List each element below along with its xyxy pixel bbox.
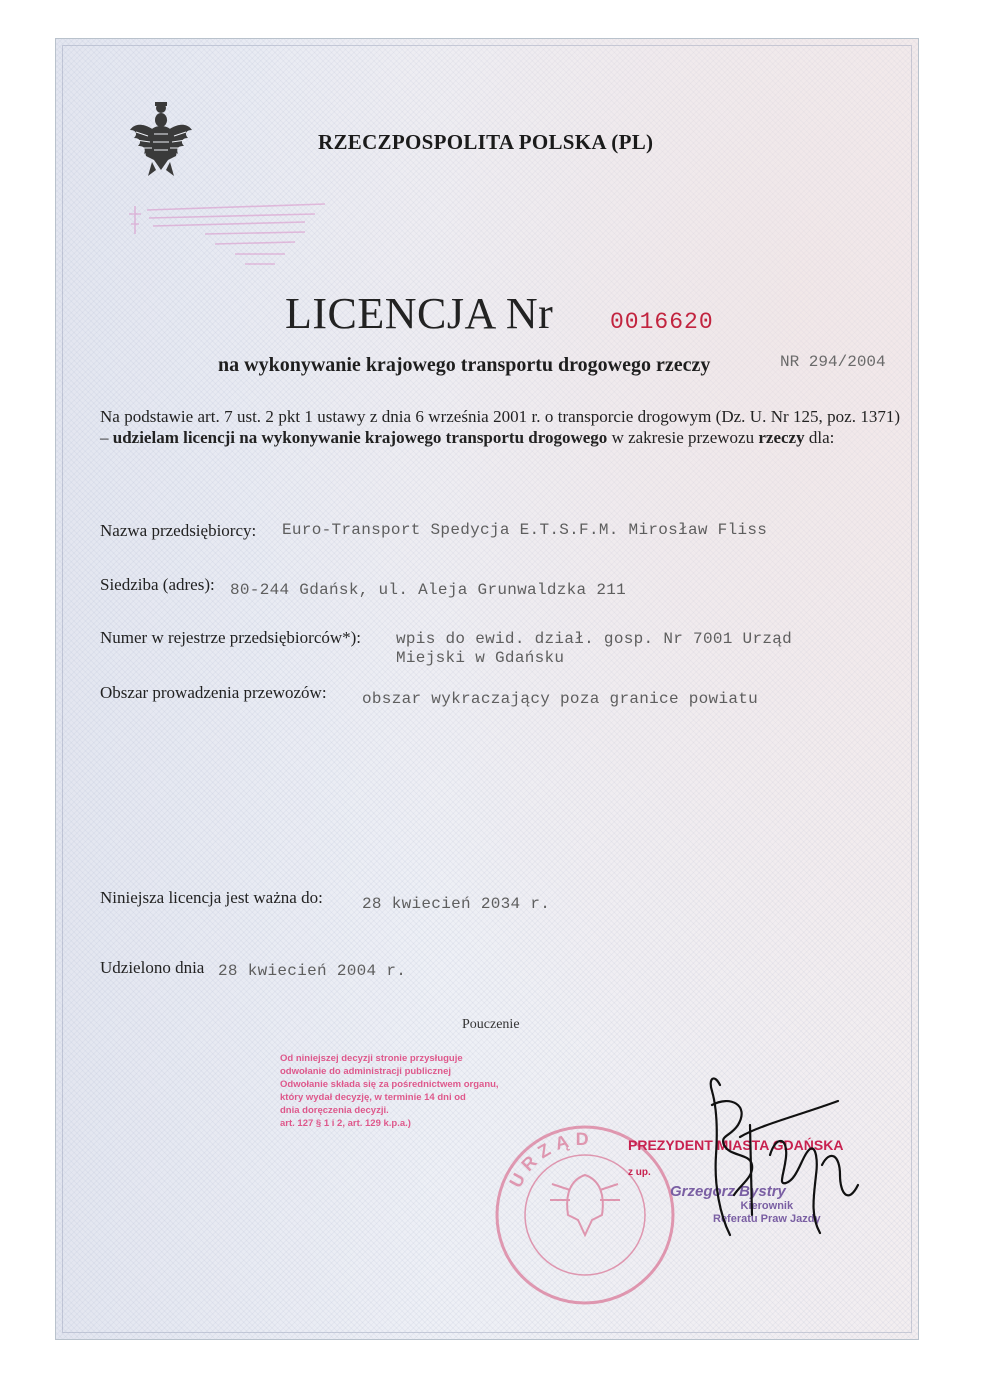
handwritten-signature xyxy=(690,1065,870,1255)
registry-value-line1: wpis do ewid. dział. gosp. Nr 7001 Urząd xyxy=(396,630,793,648)
address-value: 80-244 Gdańsk, ul. Aleja Grunwaldzka 211 xyxy=(230,581,627,599)
country-heading: RZECZPOSPOLITA POLSKA (PL) xyxy=(318,130,654,154)
appeal-notice-line: Odwołanie składa się za pośrednictwem organu, xyxy=(280,1079,499,1090)
signer-role-line: Kierownik xyxy=(740,1200,794,1212)
legal-text: Na podstawie art. 7 ust. 2 pkt 1 ustawy z dnia 6 września 2001 r. o transporcie drogowym (Dz. U. Nr 125, poz. 1371) – xyxy=(100,407,900,447)
valid-until-value: 28 kwiecień 2034 r. xyxy=(362,895,551,913)
instruction-heading: Pouczenie xyxy=(462,1017,520,1032)
legal-basis-paragraph xyxy=(100,406,900,448)
legal-scope-text: w zakresie przewozu xyxy=(607,428,759,447)
appeal-notice-line: odwołanie do administracji publicznej xyxy=(280,1066,452,1077)
registry-label: Numer w rejestrze przedsiębiorców*): xyxy=(100,628,362,647)
registry-value-line2: Miejski w Gdańsku xyxy=(396,649,565,667)
company-value: Euro-Transport Spedycja E.T.S.F.M. Mirosław Fliss xyxy=(282,521,768,539)
legal-for-text: dla: xyxy=(804,428,835,447)
company-label: Nazwa przedsiębiorcy: xyxy=(100,521,257,540)
issued-date-label: Udzielono dnia xyxy=(100,958,205,977)
area-label: Obszar prowadzenia przewozów: xyxy=(100,683,327,702)
area-value: obszar wykraczający poza granice powiatu xyxy=(362,690,759,708)
signer-role-line: Referatu Praw Jazdy xyxy=(713,1213,821,1225)
register-number: NR 294/2004 xyxy=(780,353,886,371)
on-behalf-label: z up. xyxy=(628,1167,651,1178)
document-title: LICENCJA Nr xyxy=(285,289,554,338)
issued-date-value: 28 kwiecień 2004 r. xyxy=(218,962,407,980)
legal-grant-text: udzielam licencji na wykonywanie krajowego transportu drogowego xyxy=(112,428,608,447)
svg-text:URZĄD: URZĄD xyxy=(505,1128,595,1191)
signer-name: Grzegorz Bystry xyxy=(670,1183,786,1200)
address-label: Siedziba (adres): xyxy=(100,575,215,594)
appeal-notice-line: dnia doręczenia decyzji. xyxy=(280,1105,389,1116)
license-number: 0016620 xyxy=(610,309,714,335)
appeal-notice-line: Od niniejszej decyzji stronie przysługuje xyxy=(280,1053,463,1064)
valid-until-label: Niniejsza licencja jest ważna do: xyxy=(100,888,323,907)
authority-title: PREZYDENT MIASTA GDAŃSKA xyxy=(628,1137,844,1153)
appeal-notice-line: który wydał decyzję, w terminie 14 dni od xyxy=(280,1092,466,1103)
document-subtitle: na wykonywanie krajowego transportu drogowego rzeczy xyxy=(218,354,711,376)
appeal-notice-stamp xyxy=(280,1052,560,1130)
registration-stamp xyxy=(125,200,355,280)
appeal-notice-line: art. 127 § 1 i 2, art. 129 k.p.a.) xyxy=(280,1118,411,1129)
eagle-emblem-icon xyxy=(128,100,194,178)
legal-scope-goods: rzeczy xyxy=(758,428,805,447)
